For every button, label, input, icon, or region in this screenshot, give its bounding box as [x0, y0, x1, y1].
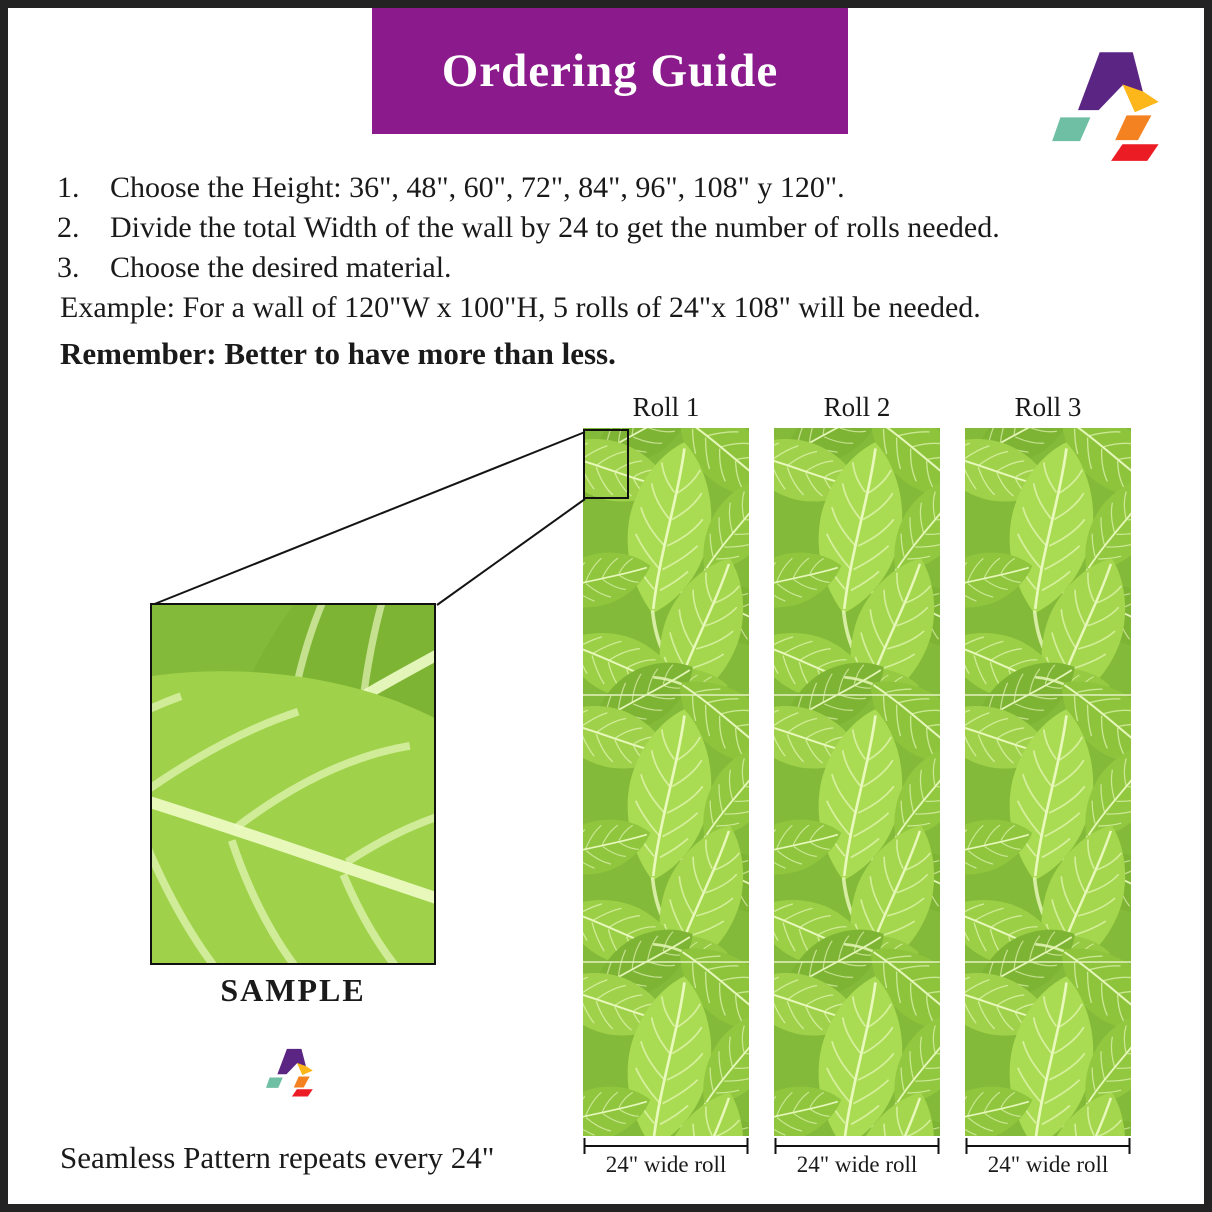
roll-1-label: Roll 1: [632, 392, 700, 422]
step-text: Choose the Height: 36", 48", 60", 72", 84", 96", 108" y 120".: [110, 171, 845, 204]
step-text: Choose the desired material.: [110, 251, 452, 284]
page-title: Ordering Guide: [441, 45, 779, 97]
roll-width-label: 24" wide roll: [796, 1152, 918, 1177]
roll-width-label: 24" wide roll: [987, 1152, 1109, 1177]
roll-2-width-dimension: [774, 1138, 940, 1177]
brand-logo-icon: [1050, 44, 1168, 166]
instruction-step-2: [57, 208, 1182, 248]
roll-width-label: 24" wide roll: [605, 1152, 727, 1177]
brand-logo-small-icon: [266, 1040, 316, 1104]
step-number: 1.: [57, 171, 80, 204]
roll-2-wallpaper-image: [774, 428, 940, 1136]
seamless-pattern-note: Seamless Pattern repeats every 24": [60, 1140, 495, 1175]
roll-1-wallpaper-image: [583, 428, 749, 1136]
roll-3-label: Roll 3: [1014, 392, 1082, 422]
title-banner: [372, 8, 848, 134]
instruction-step-3: [57, 248, 1182, 288]
instruction-step-1: [57, 168, 1182, 208]
sample-label: SAMPLE: [220, 972, 366, 1008]
step-number: 3.: [57, 251, 80, 284]
zoom-source-box: [583, 429, 629, 499]
roll-3-wallpaper-image: [965, 428, 1131, 1136]
step-text: Divide the total Width of the wall by 24 to get the number of rolls needed.: [110, 211, 1000, 244]
roll-1-width-dimension: [583, 1138, 749, 1177]
instructions-block: [57, 168, 1182, 374]
roll-3-width-dimension: [965, 1138, 1131, 1177]
roll-2-label: Roll 2: [823, 392, 891, 422]
sample-closeup-image: [150, 603, 436, 965]
reminder-line: Remember: Better to have more than less.: [60, 336, 616, 371]
example-line: Example: For a wall of 120"W x 100"H, 5 rolls of 24"x 108" will be needed.: [60, 291, 981, 324]
step-number: 2.: [57, 211, 80, 244]
